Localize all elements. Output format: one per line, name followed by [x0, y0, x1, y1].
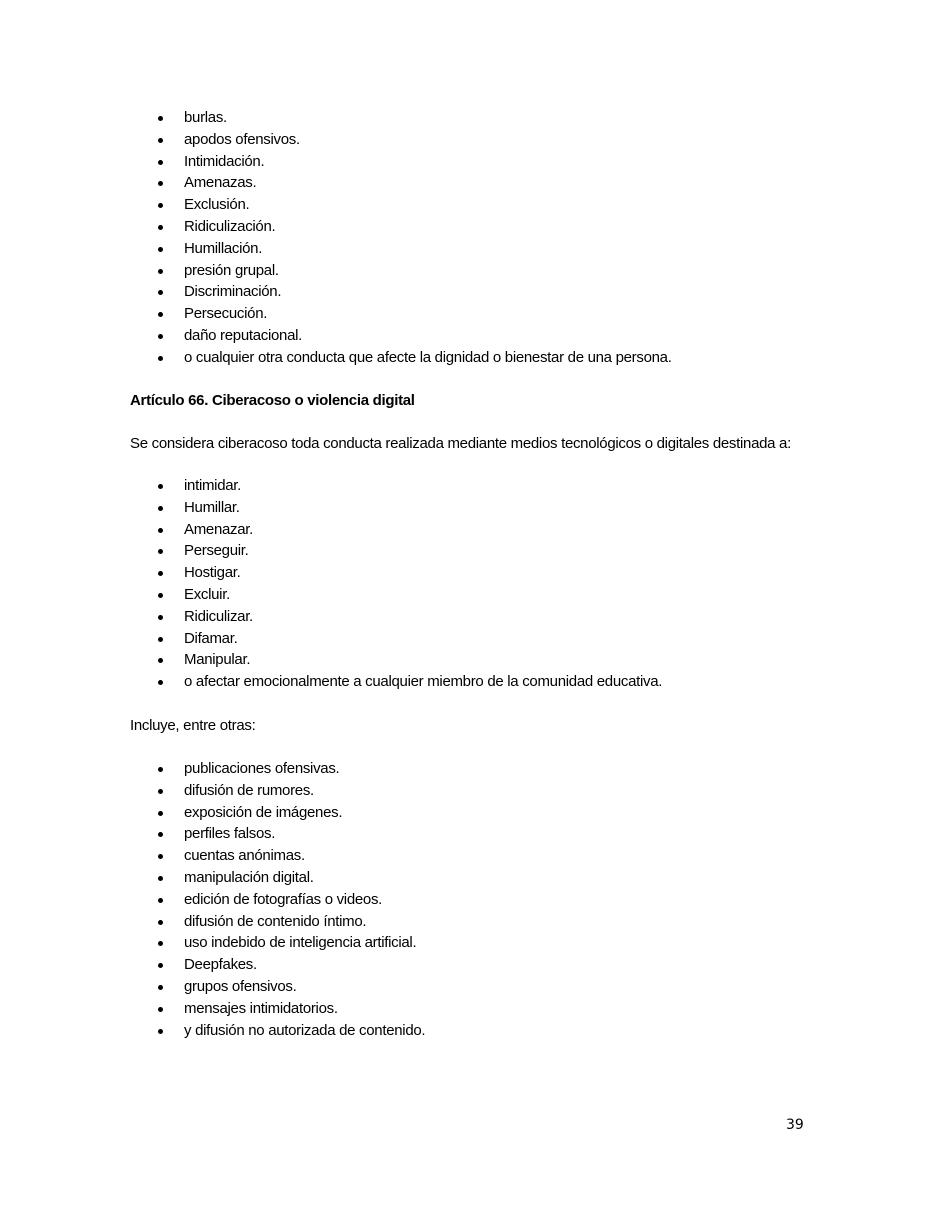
list-item: intimidar.: [0, 475, 800, 497]
list-item: difusión de rumores.: [0, 780, 800, 802]
list-item: Intimidación.: [0, 151, 800, 173]
list-item: mensajes intimidatorios.: [0, 998, 800, 1020]
list-item: daño reputacional.: [0, 325, 800, 347]
list-item: exposición de imágenes.: [0, 802, 800, 824]
article-heading: Artículo 66. Ciberacoso o violencia digital: [130, 392, 415, 409]
conduct-list: [0, 107, 800, 369]
purpose-list: [0, 475, 800, 693]
list-item: Amenazas.: [0, 172, 800, 194]
list-item: cuentas anónimas.: [0, 845, 800, 867]
examples-list: [0, 758, 800, 1041]
article-intro: Se considera ciberacoso toda conducta realizada mediante medios tecnológicos o digitales destinada a:: [130, 435, 791, 452]
list-item: Discriminación.: [0, 281, 800, 303]
list-item: Manipular.: [0, 649, 800, 671]
list-item: uso indebido de inteligencia artificial.: [0, 932, 800, 954]
list-item: Perseguir.: [0, 540, 800, 562]
list-item: Excluir.: [0, 584, 800, 606]
list-item: Ridiculización.: [0, 216, 800, 238]
list-item: Humillación.: [0, 238, 800, 260]
list-item: apodos ofensivos.: [0, 129, 800, 151]
list-item: publicaciones ofensivas.: [0, 758, 800, 780]
list-item: Persecución.: [0, 303, 800, 325]
list-item: presión grupal.: [0, 260, 800, 282]
list-item: o afectar emocionalmente a cualquier miembro de la comunidad educativa.: [0, 671, 800, 693]
list-item: grupos ofensivos.: [0, 976, 800, 998]
list-item: manipulación digital.: [0, 867, 800, 889]
page-number: 39: [786, 1117, 804, 1133]
list-item: edición de fotografías o videos.: [0, 889, 800, 911]
list-item: Humillar.: [0, 497, 800, 519]
includes-label: Incluye, entre otras:: [130, 717, 256, 734]
list-item: Ridiculizar.: [0, 606, 800, 628]
list-item: burlas.: [0, 107, 800, 129]
list-item: difusión de contenido íntimo.: [0, 911, 800, 933]
list-item: Exclusión.: [0, 194, 800, 216]
list-item: Difamar.: [0, 628, 800, 650]
list-item: Hostigar.: [0, 562, 800, 584]
list-item: y difusión no autorizada de contenido.: [0, 1020, 800, 1042]
list-item: Deepfakes.: [0, 954, 800, 976]
list-item: o cualquier otra conducta que afecte la dignidad o bienestar de una persona.: [0, 347, 800, 369]
list-item: Amenazar.: [0, 519, 800, 541]
list-item: perfiles falsos.: [0, 823, 800, 845]
